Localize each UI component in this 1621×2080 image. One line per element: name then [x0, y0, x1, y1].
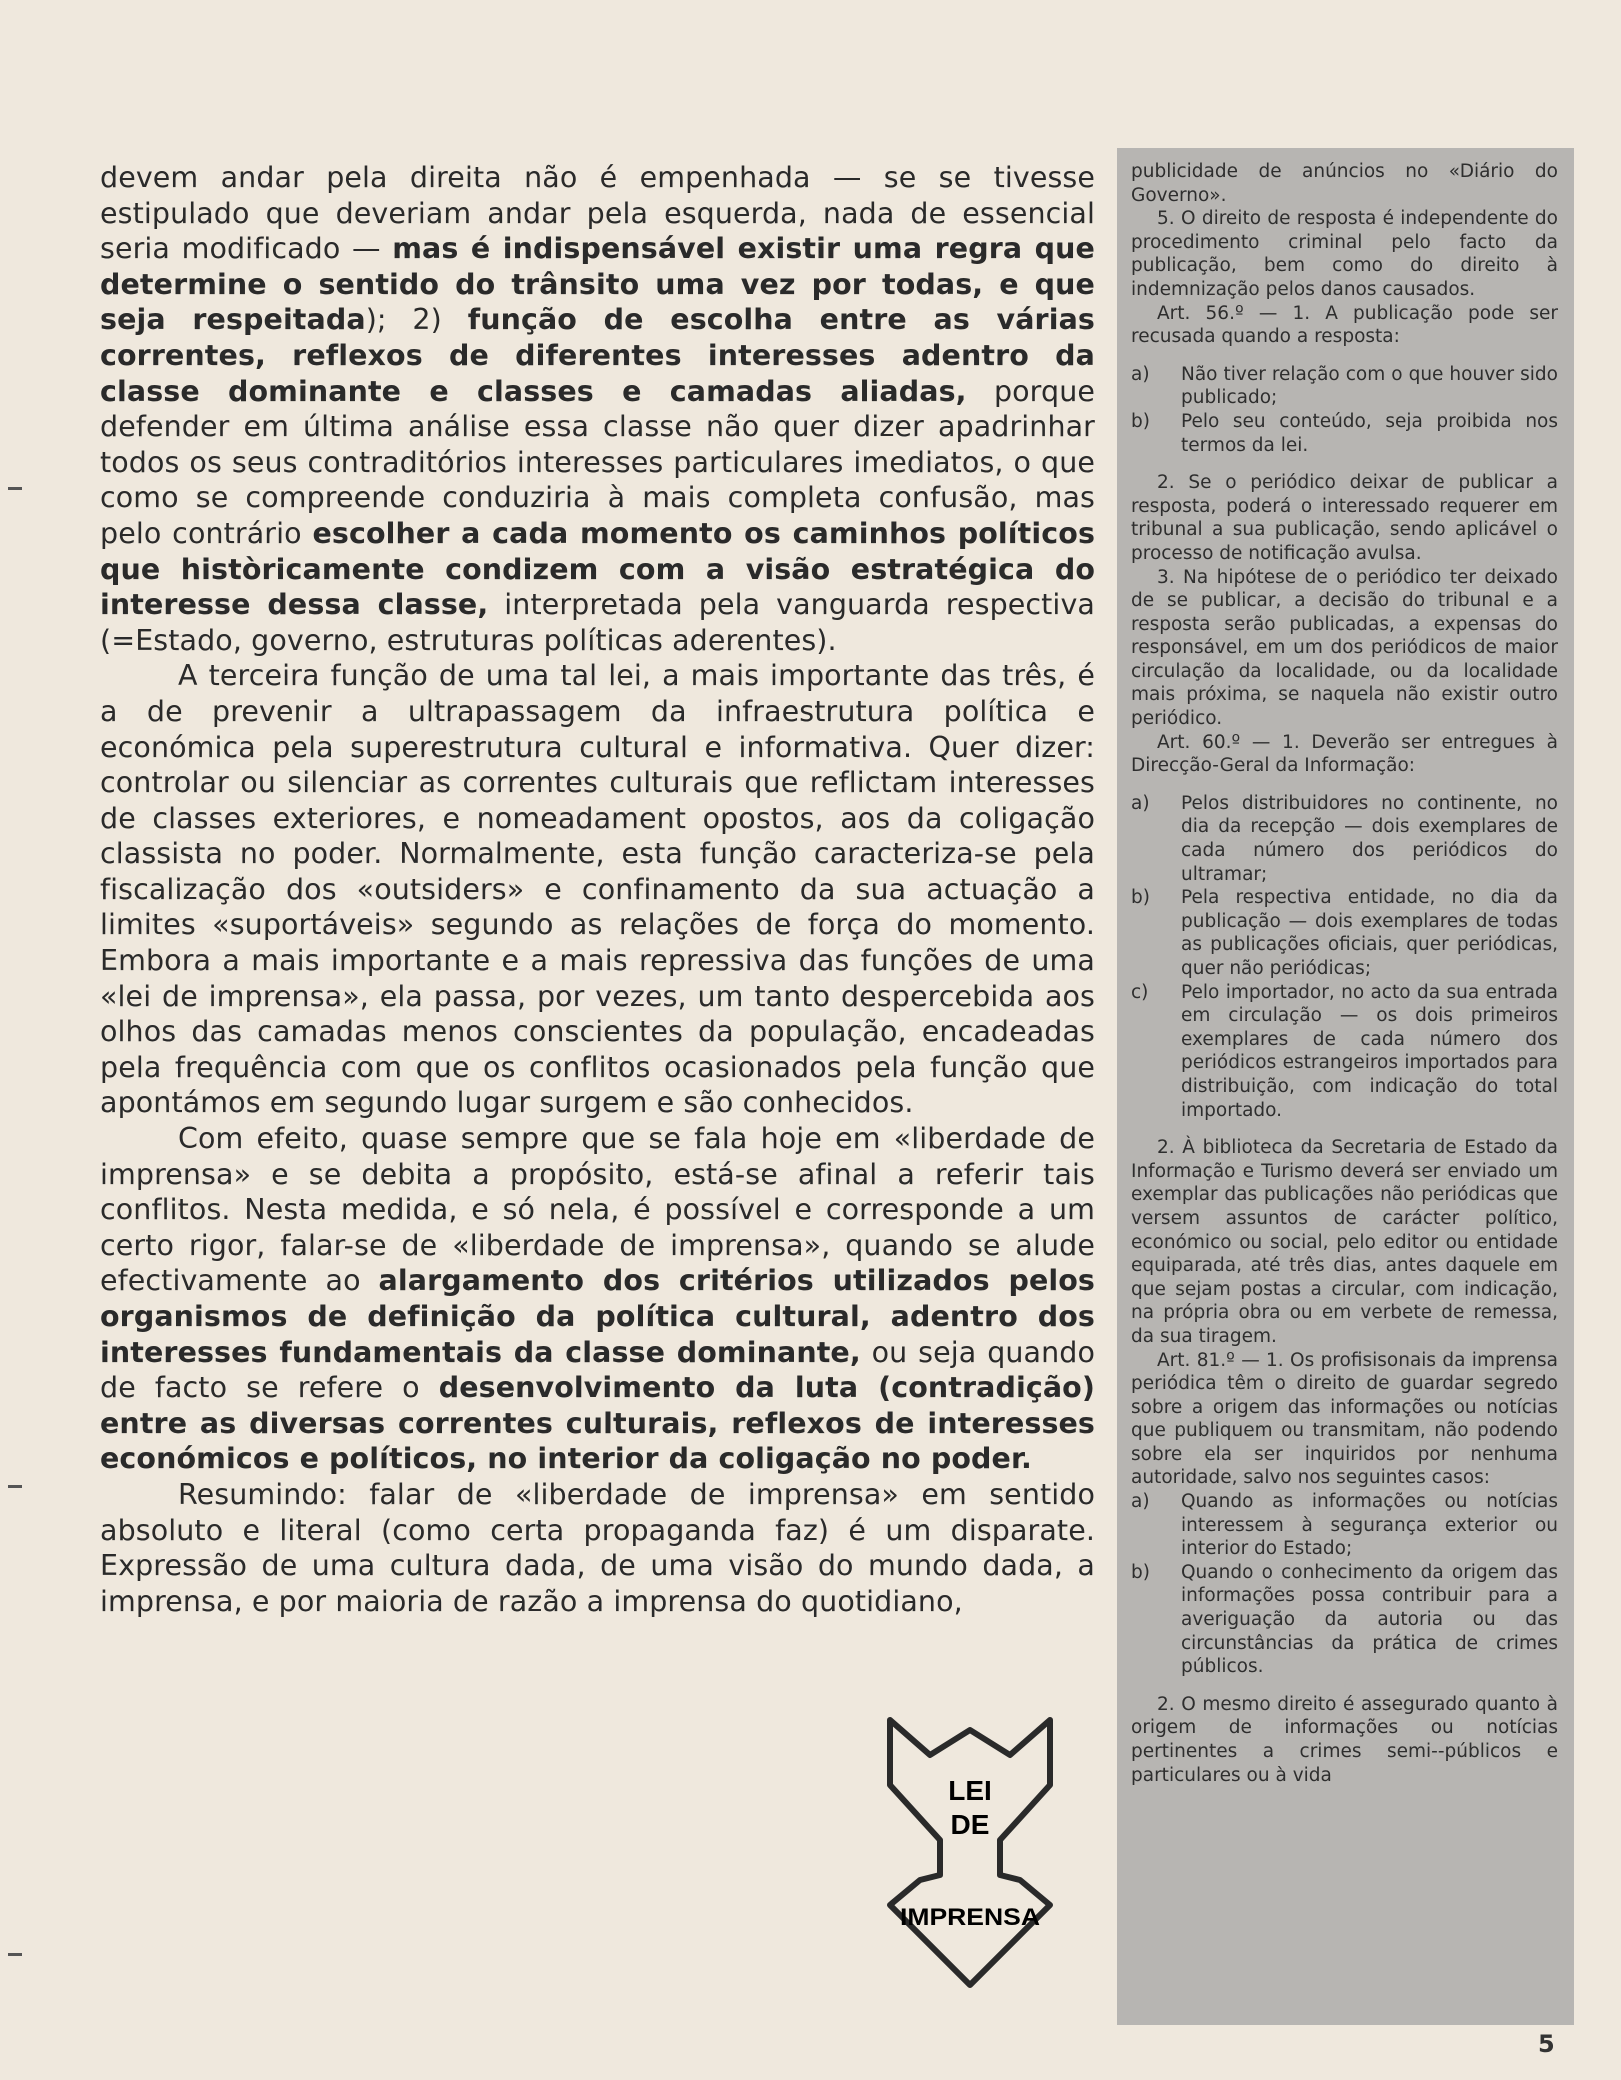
sidebar-paragraph: 2. O mesmo direito é assegurado quanto à origem de informações ou notícias pertinentes a crimes semi--públicos e particulares ou à vida	[1131, 1693, 1558, 1786]
sidebar-list-item	[1131, 1561, 1558, 1679]
text-run: interpretada pela vanguarda respectiva (=Estado, governo, estruturas políticas aderentes).	[100, 588, 1095, 657]
sidebar-list-item	[1131, 1490, 1558, 1561]
logo-word-imprensa: IMPRENSA	[900, 1904, 1040, 1931]
bold-text-run: mas é indispensável existir uma regra que determine o sentido do trânsito uma vez por todas, e que seja respeitada	[100, 232, 1095, 337]
sidebar-list-item	[1131, 792, 1558, 886]
list-letter: b)	[1131, 887, 1150, 909]
list-text: Não tiver relação com o que houver sido publicado;	[1181, 363, 1558, 409]
list-text: Pelos distribuidores no continente, no dia da recepção — dois exemplares de cada número dos periódicos do ultramar;	[1181, 792, 1558, 885]
bold-text-run: escolher a cada momento os caminhos políticos que històricamente condizem com a visão estratégica do interesse dessa classe,	[100, 516, 1096, 622]
lei-de-imprensa-logo	[880, 1700, 1060, 1990]
list-text: Pela respectiva entidade, no dia da publicação — dois exemplares de todas as publicações oficiais, quer periódicas, quer não periódicas;	[1181, 887, 1558, 979]
list-letter: a)	[1131, 363, 1150, 385]
list-text: Pelo seu conteúdo, seja proibida nos termos da lei.	[1181, 410, 1558, 456]
logo-word-de: DE	[950, 1809, 990, 1840]
main-article-column	[100, 160, 1095, 1619]
bold-text-run: desenvolvimento da luta (contradição) entre as diversas correntes culturais, reflexos de interesses económicos e políticos, no interior da coligação no poder.	[100, 1371, 1095, 1476]
paragraph-2: A terceira função de uma tal lei, a mais importante das três, é a de prevenir a ultrapassagem da infraestrutura política e económica pela superestrutura cultural e informativa. Quer dizer: controlar ou silenciar as correntes culturais que reflictam interesses de classes exteriores, e nomeadament opostos, aos da coligação classista no poder. Normalmente, esta função caracteriza-se pela fiscalização dos «outsiders» e confinamento da sua actuação a limites «suportáveis» segundo as relações de força do momento. Embora a mais importante e a mais repressiva das funções de uma «lei de imprensa», ela passa, por vezes, um tanto despercebida aos olhos das camadas menos conscientes da população, encadeadas pela frequência com que os conflitos ocasionados pela função que apontámos em segundo lugar surgem e são conhecidos.	[100, 659, 1095, 1120]
bold-text-run: função de escolha entre as várias correntes, reflexos de diferentes interesses adentro da classe dominante e classes e camadas aliadas,	[100, 303, 1095, 408]
paragraph-4: Resumindo: falar de «liberdade de imprensa» em sentido absoluto e literal (como certa propaganda faz) é um disparate. Expressão de uma cultura dada, de uma visão do mundo dada, a imprensa, e por maioria de razão a imprensa do quotidiano,	[100, 1477, 1095, 1618]
text-run: porque defender em última análise essa classe não quer dizer apadrinhar todos os seus contraditórios interesses particulares imediatos, o que como se compreende conduziria à mais completa confusão, mas pelo contrário	[100, 374, 1095, 550]
sidebar-article-60: Art. 60.º — 1. Deverão ser entregues à Direcção-Geral da Informação:	[1131, 731, 1558, 777]
text-run: Com efeito, quase sempre que se fala hoje em «liberdade de imprensa» e se debita a propósito, está-se afinal a referir tais conflitos. Nesta medida, e só nela, é possível e corresponde a um certo rigor, falar-se de «liberdade de imprensa», quando se alude efectivamente ao	[100, 1122, 1095, 1298]
list-letter: a)	[1131, 1491, 1150, 1513]
list-letter: b)	[1131, 410, 1150, 432]
list-text: Pelo importador, no acto da sua entrada em circulação — os dois primeiros exemplares de cada número dos periódicos estrangeiros importados para distribuição, com indicação do total importado.	[1181, 981, 1558, 1121]
text-run: ); 2)	[365, 303, 468, 337]
sidebar-article-81: Art. 81.º — 1. Os profisisonais da imprensa periódica têm o direito de guardar segredo sobre a origem das informações ou notícias que publiquem ou transmitam, não podendo sobre ela ser inquiridos por nenhuma autoridade, salvo nos seguintes casos:	[1131, 1349, 1558, 1489]
text-run: ou seja quando de facto se refere o	[100, 1335, 1096, 1405]
sidebar-list-item	[1131, 886, 1558, 980]
sidebar-paragraph: 2. Se o periódico deixar de publicar a resposta, poderá o interessado requerer em tribunal a sua publicação, sendo aplicável o processo de notificação avulsa.	[1131, 472, 1558, 564]
page-number: 5	[1538, 2030, 1555, 2058]
sidebar-paragraph: 2. À biblioteca da Secretaria de Estado da Informação e Turismo deverá ser enviado um exemplar das publicações não periódicas que versem assuntos de carácter político, económico ou social, pelo editor ou entidade equiparada, até três dias, antes daquele em que sejam postas a circular, com indicação, na própria obra ou em verbete de remessa, da sua tiragem.	[1131, 1137, 1558, 1347]
list-text: Quando as informações ou notícias interessem à segurança exterior ou interior do Estado;	[1181, 1491, 1558, 1560]
sidebar-paragraph: 5. O direito de resposta é independente do procedimento criminal pelo facto da publicação, bem como do direito à indemnização pelos danos causados.	[1131, 208, 1558, 300]
paragraph-3	[100, 1121, 1095, 1477]
text-run: devem andar pela direita não é empenhada — se se tivesse estipulado que deveriam andar pela esquerda, nada de essencial seria modificado —	[100, 161, 1095, 266]
sidebar-article-56: Art. 56.º — 1. A publicação pode ser recusada quando a resposta:	[1131, 302, 1558, 348]
paragraph-1	[100, 160, 1095, 658]
list-letter: a)	[1131, 792, 1150, 814]
logo-word-lei: LEI	[948, 1775, 992, 1806]
law-excerpt-sidebar	[1117, 148, 1574, 2025]
list-text: Quando o conhecimento da origem das informações possa contribuir para a averiguação da autoria ou das circunstâncias da prática de crimes públicos.	[1181, 1561, 1558, 1678]
bold-text-run: alargamento dos critérios utilizados pelos organismos de definição da política cultural, adentro dos interesses fundamentais da classe dominante,	[100, 1264, 1096, 1369]
sidebar-list-item	[1131, 981, 1558, 1123]
sidebar-list-item	[1131, 410, 1558, 457]
list-letter: c)	[1131, 981, 1149, 1003]
margin-mark	[8, 1485, 22, 1488]
sidebar-list-item	[1131, 363, 1558, 410]
sidebar-paragraph: 3. Na hipótese de o periódico ter deixado de se publicar, a decisão do tribunal e a resposta serão publicadas, a expensas do responsável, em um dos periódicos de maior circulação da localidade, ou da localidade mais próxima, se naquela não existir outro periódico.	[1131, 566, 1558, 730]
list-letter: b)	[1131, 1561, 1150, 1583]
margin-mark	[8, 487, 22, 490]
sidebar-paragraph: publicidade de anúncios no «Diário do Governo».	[1131, 161, 1558, 206]
margin-mark	[8, 1953, 22, 1956]
